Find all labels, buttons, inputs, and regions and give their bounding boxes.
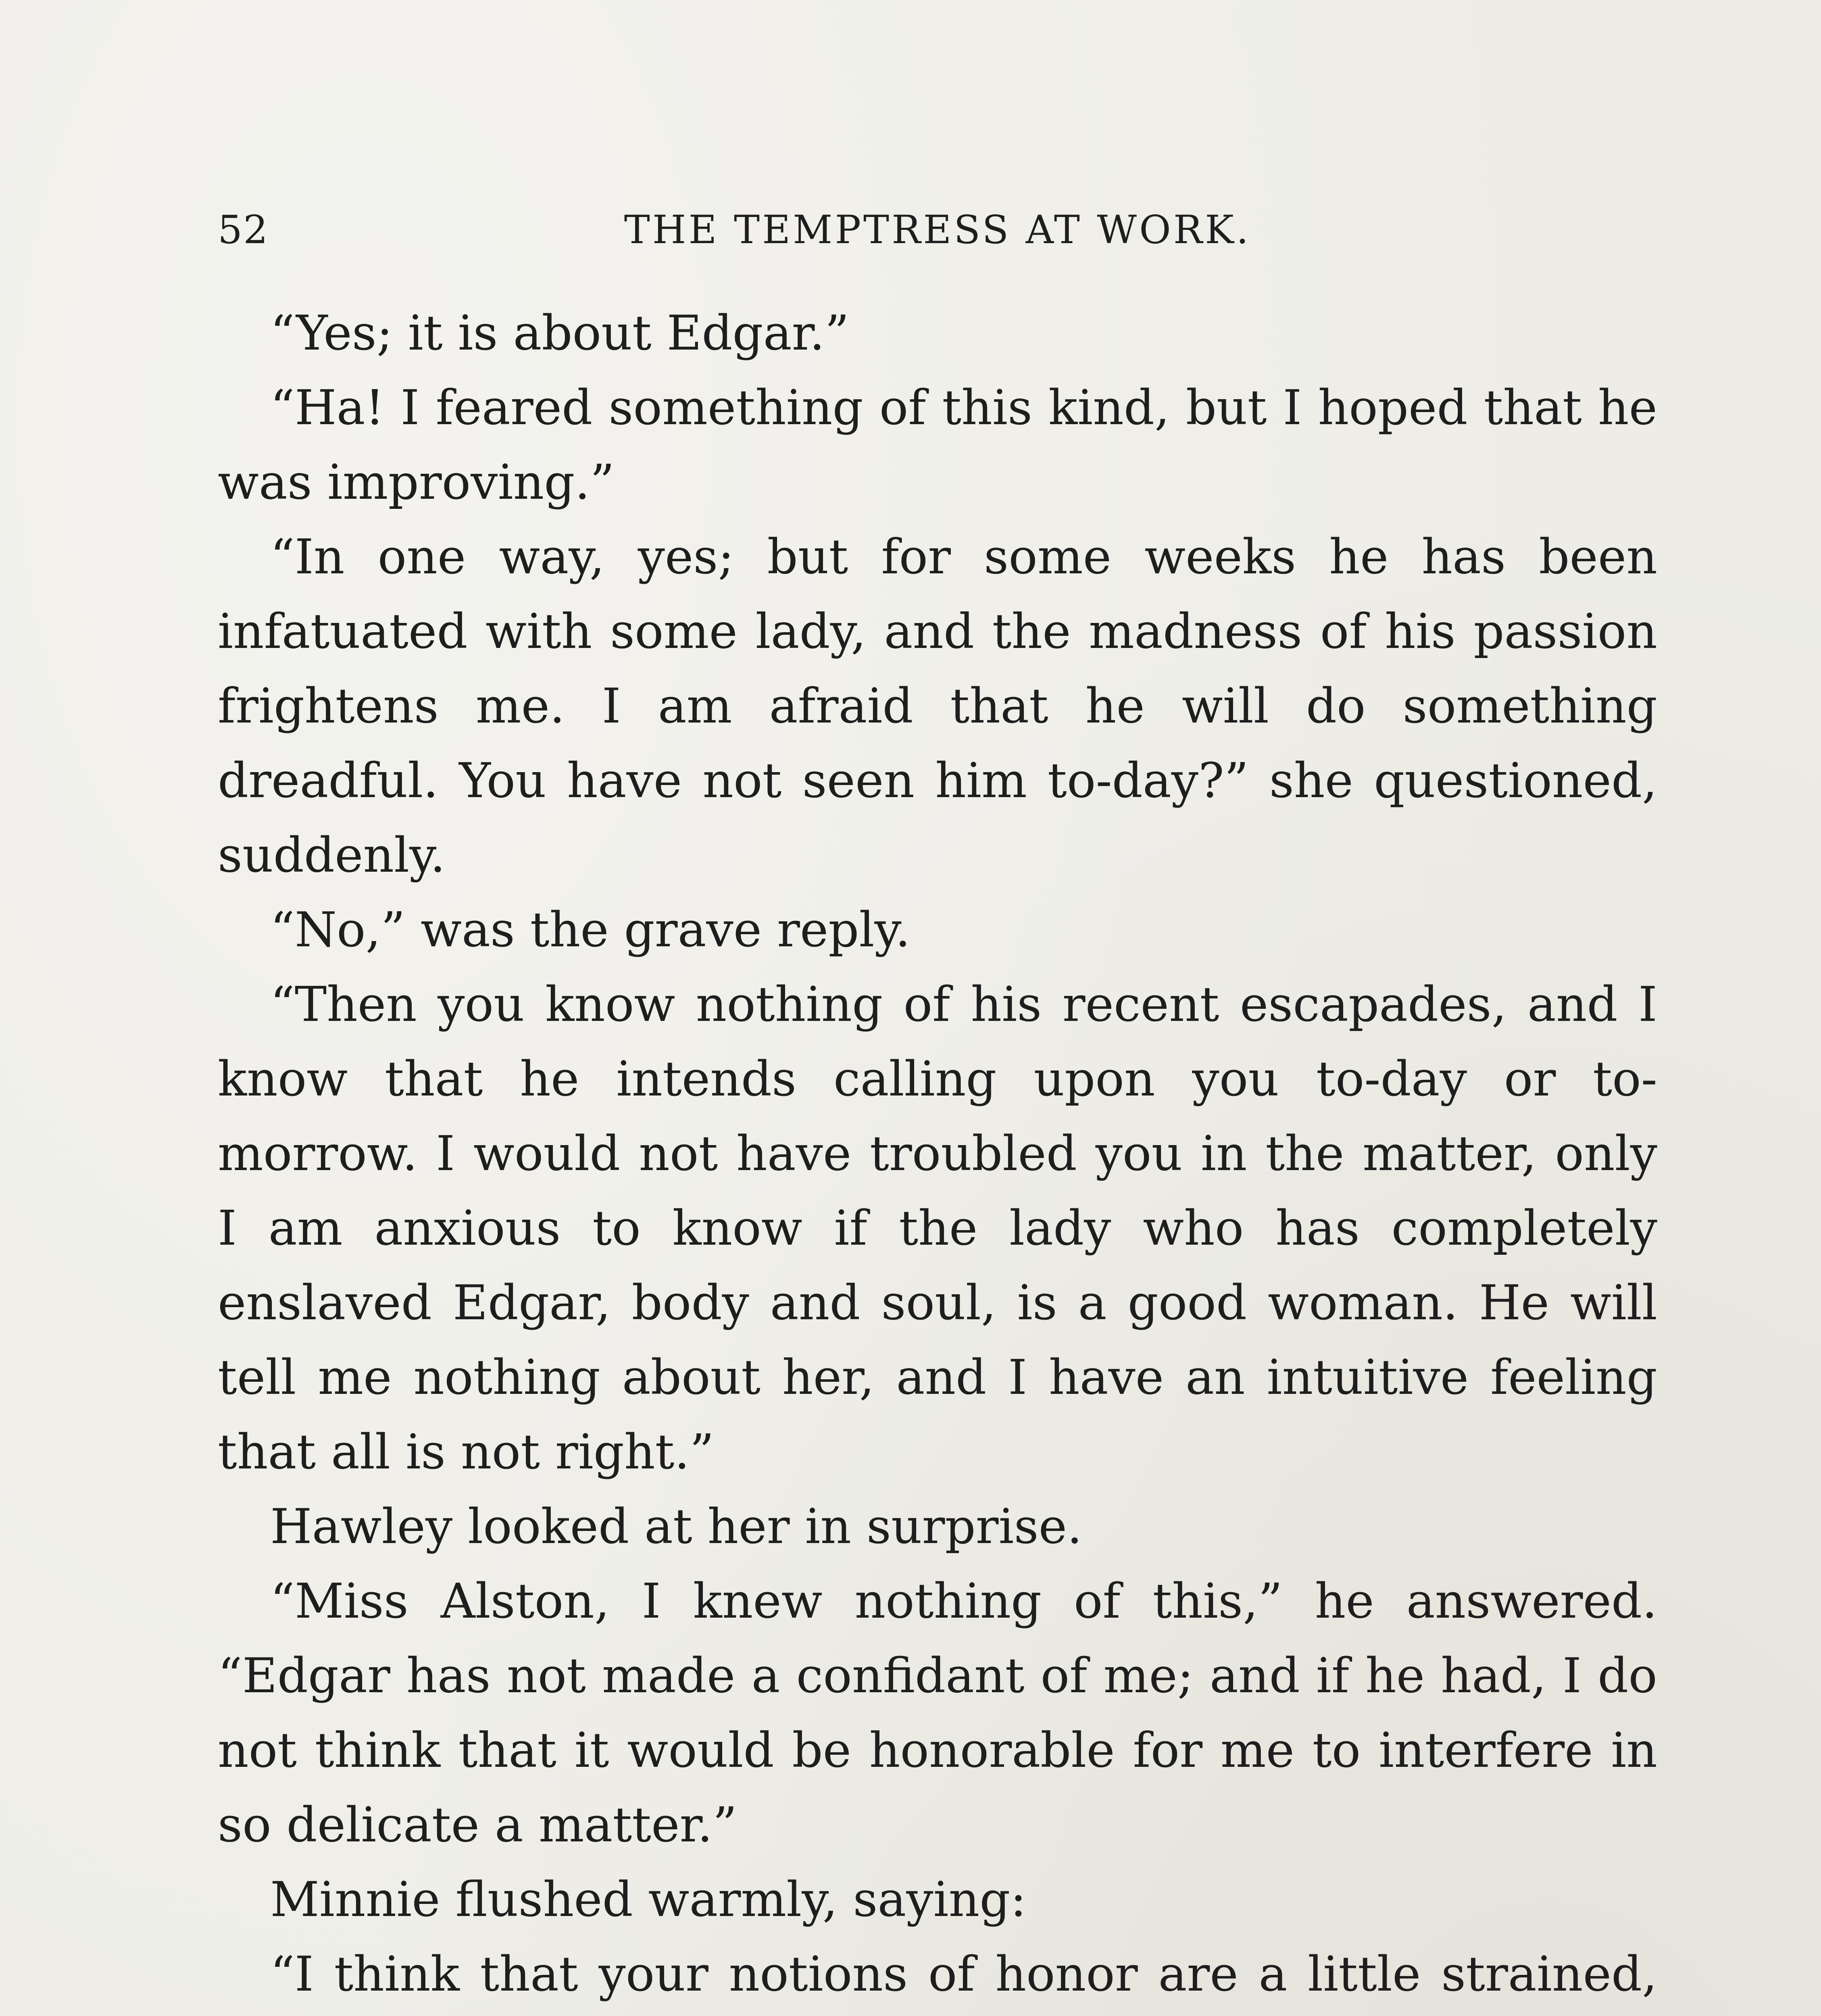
paragraph-2: “Ha! I feared something of this kind, but I hoped that he was improving.” <box>218 380 1657 510</box>
paragraph-7: “Miss Alston, I knew nothing of this,” he answered. “Edgar has not made a confidant of me; and if he had, I do not think that it would be honorable for me to interfere in so delicate a matter.” <box>218 1574 1657 1853</box>
paragraph-6: Hawley looked at her in surprise. <box>270 1499 1082 1555</box>
paragraph-5: “Then you know nothing of his recent escapades, and I know that he intends calling upon you to-day or to-morrow. I would not have troubled you in the matter, only I am anxious to know if the lady who has completely enslaved Edgar, body and soul, is a good woman. He will tell me nothing about her, and I have an intuitive feeling that all is not right.” <box>218 977 1657 1480</box>
paragraph-3: “In one way, yes; but for some weeks he has been infatuated with some lady, and the madness of his passion frightens me. I am afraid that he will do something dreadful. You have not seen him to-day?” she questioned, suddenly. <box>218 529 1657 883</box>
paragraph-1: “Yes; it is about Edgar.” <box>270 306 850 361</box>
paragraph-8: Minnie flushed warmly, saying: <box>270 1872 1027 1928</box>
body-text <box>218 296 1657 2016</box>
page-header <box>218 202 1657 258</box>
paragraph-9: “I think that your notions of honor are a little strained, <box>270 1947 1657 2002</box>
page-number: 52 <box>218 207 269 252</box>
running-title: THE TEMPTRESS AT WORK. <box>624 207 1251 252</box>
paragraph-4: “No,” was the grave reply. <box>270 902 910 958</box>
